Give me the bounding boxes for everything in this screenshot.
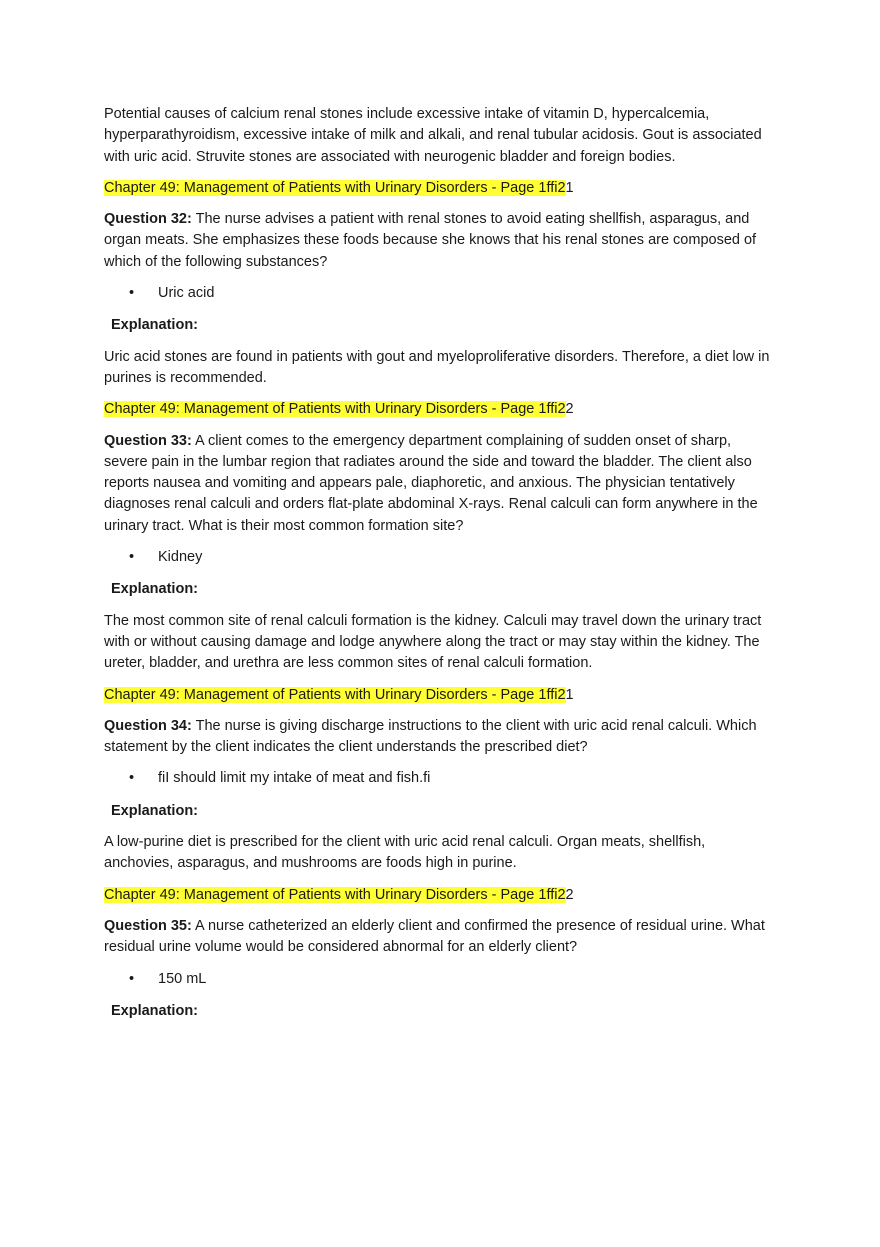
chapter-reference: Chapter 49: Management of Patients with Urinary Disorders - Page 1ffi22 [104,401,574,418]
question-text: The nurse is giving discharge instructions to the client with uric acid renal calculi. Which statement by the client indicates the client understands the prescribed diet? [104,717,757,756]
answer-text: 150 mL [158,970,207,987]
question-34 [104,716,776,759]
chapter-highlight: Chapter 49: Management of Patients with Urinary Disorders - Page 1ffi2 [104,886,566,903]
chapter-highlight: Chapter 49: Management of Patients with Urinary Disorders - Page 1ffi2 [104,179,566,196]
answer-text: Uric acid [158,285,215,302]
question-35 [104,916,776,959]
chapter-reference: Chapter 49: Management of Patients with Urinary Disorders - Page 1ffi21 [104,686,574,703]
explanation-label: Explanation: [111,317,199,334]
answer-item [104,283,776,304]
bullet-icon: • [129,549,135,566]
intro-paragraph: Potential causes of calcium renal stones include excessive intake of vitamin D, hypercalcemia, hyperparathyroidism, excessive intake of milk and alkali, and renal tubular acidosis. Gout is associated with uric acid. Struvite stones are associated with neurogenic bladder and foreign bodies. [104,106,762,165]
explanation-label: Explanation: [111,802,199,819]
bullet-icon: • [129,285,135,302]
answer-text: fiI should limit my intake of meat and fish.fi [158,770,431,787]
question-label: Question 34: [104,717,192,734]
bullet-icon: • [129,770,135,787]
explanation-label: Explanation: [111,581,199,598]
explanation-label: Explanation: [111,1002,199,1019]
document-page [104,104,776,1032]
chapter-reference: Chapter 49: Management of Patients with Urinary Disorders - Page 1ffi21 [104,179,574,196]
question-label: Question 32: [104,211,192,228]
question-33 [104,431,776,537]
explanation-text: A low-purine diet is prescribed for the client with uric acid renal calculi. Organ meats, shellfish, anchovies, asparagus, and mushrooms are foods high in purine. [104,834,706,872]
answer-item [104,969,776,990]
chapter-highlight: Chapter 49: Management of Patients with Urinary Disorders - Page 1ffi2 [104,401,566,418]
answer-item [104,768,776,789]
explanation-text: The most common site of renal calculi formation is the kidney. Calculi may travel down the urinary tract with or without causing damage and lodge anywhere along the tract or may stay within the kidney. The ureter, bladder, and urethra are less common sites of renal calculi formation. [104,612,762,672]
chapter-reference: Chapter 49: Management of Patients with Urinary Disorders - Page 1ffi22 [104,886,574,903]
answer-text: Kidney [158,549,203,566]
explanation-text: Uric acid stones are found in patients with gout and myeloproliferative disorders. Therefore, a diet low in purines is recommended. [104,348,770,386]
question-text: A nurse catheterized an elderly client and confirmed the presence of residual urine. What residual urine volume would be considered abnormal for an elderly client? [104,917,765,956]
answer-item [104,547,776,568]
question-32 [104,209,776,273]
chapter-highlight: Chapter 49: Management of Patients with Urinary Disorders - Page 1ffi2 [104,686,566,703]
question-text: The nurse advises a patient with renal stones to avoid eating shellfish, asparagus, and organ meats. She emphasizes these foods because she knows that his renal stones are composed of which of the following substances? [104,211,757,270]
question-label: Question 35: [104,917,192,934]
question-label: Question 33: [104,432,192,449]
question-text: A client comes to the emergency department complaining of sudden onset of sharp, severe pain in the lumbar region that radiates around the side and toward the bladder. The client also reports nausea and vomiting and appears pale, diaphoretic, and anxious. The physician tentatively diagnoses renal calculi and orders flat-plate abdominal X-rays. Renal calculi can form anywhere in the urinary tract. What is their most common formation site? [104,432,758,534]
bullet-icon: • [129,970,135,987]
